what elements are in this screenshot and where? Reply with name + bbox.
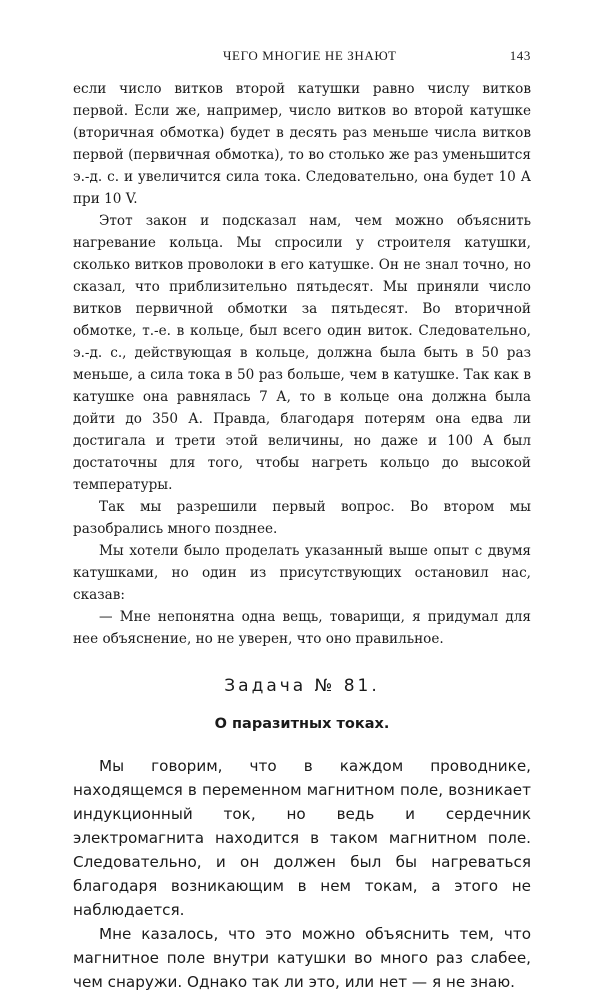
paragraph: Так мы разрешили первый вопрос. Во втором мы разобрались много позднее. [73,499,531,537]
paragraph-continued: если число витков второй катушки равно числу витков первой. Если же, например, число витков во второй катушке (вторичная обмотка) будет в десять раз меньше числа витков первой (первичная обмотка), то во столько же раз уменьшится э.-д. с. и увеличится сила тока. Следовательно, она будет 10 А при 10 V. [73,81,531,207]
dialogue-paragraph: — Мне непонятна одна вещь, товарищи, я придумал для нее объяснение, но не уверен, что оно правильное. [73,609,531,647]
page-number: 143 [509,48,531,63]
paragraph: Этот закон и подсказал нам, чем можно объяснить нагревание кольца. Мы спросили у строителя катушки, сколько витков проволоки в его катушке. Он не знал точно, но сказал, что приблизительно пятьдесят. Мы приняли число витков первичной обмотки за пятьдесят. Во вторичной обмотке, т.-е. в кольце, был всего один виток. Следовательно, э.-д. с., действующая в кольце, должна была быть в 50 раз меньше, а сила тока в 50 раз больше, чем в катушке. Так как в катушке она равнялась 7 А, то в кольце она должна была дойти до 350 А. Правда, благодаря потерям она едва ли достигала и трети этой величины, но даже и 100 А был достаточны для того, чтобы нагреть кольцо до высокой температуры. [73,213,531,493]
paragraph: Мы хотели было проделать указанный выше опыт с двумя катушками, но один из присутствующих остановил нас, сказав: [73,543,531,603]
problem-number: Задача № 81. [224,676,380,696]
book-page [73,48,531,994]
problem-paragraph: Мы говорим, что в каждом проводнике, находящемся в переменном магнитном поле, возникает индукционный ток, но ведь и сердечник электромагнита находится в таком магнитном поле. Следовательно, и он должен был бы нагреваться благодаря возникающим в нем токам, а этого не наблюдается. [73,757,531,919]
problem-paragraph: Мне казалось, что это можно объяснить тем, что магнитное поле внутри катушки во много раз слабее, чем снаружи. Однако так ли это, или нет — я не знаю. [73,925,531,991]
body-text [73,78,531,650]
running-title: ЧЕГО МНОГИЕ НЕ ЗНАЮТ [223,48,397,63]
running-head [73,48,531,70]
problem-text [73,754,531,994]
problem-title: О паразитных токах. [214,716,390,732]
